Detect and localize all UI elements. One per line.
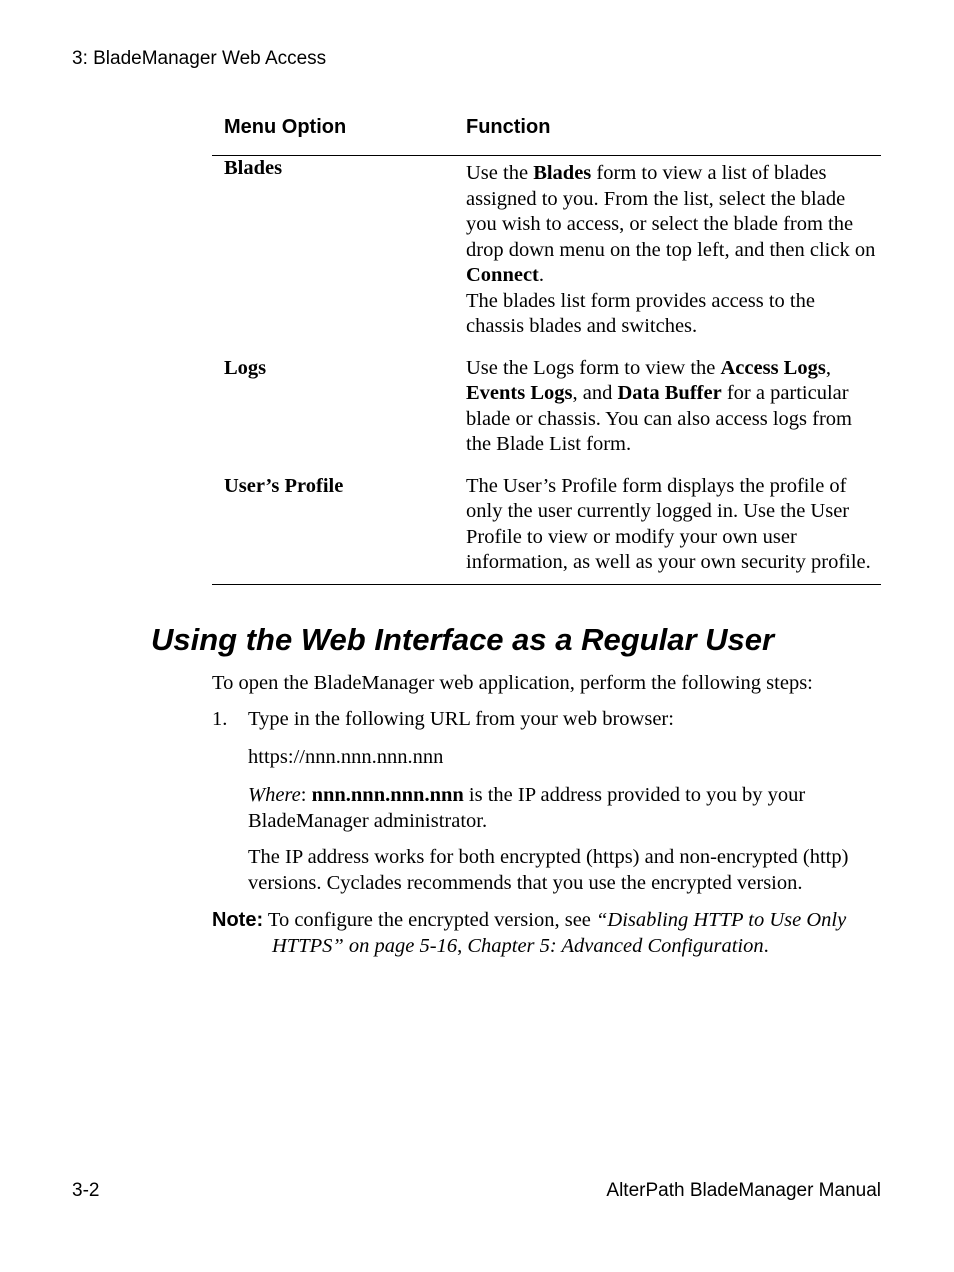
step-text: Type in the following URL from your web browser: xyxy=(248,708,674,730)
function-blades xyxy=(466,161,876,340)
bold-term: Data Buffer xyxy=(617,382,722,404)
note-paragraph xyxy=(212,908,892,959)
note-continuation xyxy=(212,934,892,960)
function-users-profile: The User’s Profile form displays the profile of only the user currently logged in. Use the User Profile to view or modify your own user information, as well as your own security profile. xyxy=(466,474,871,573)
text-run: , and xyxy=(572,382,618,404)
menu-option-logs: Logs xyxy=(224,356,267,379)
table-row xyxy=(212,458,881,585)
text-run: Use the Logs form to view the xyxy=(466,356,721,379)
page-number: 3-2 xyxy=(72,1180,100,1201)
cross-reference-link[interactable]: HTTPS” on page 5-16 xyxy=(272,934,458,957)
text-run: is the IP address provided to you by your BladeManager administrator. xyxy=(248,784,806,832)
url-example: https://nnn.nnn.nnn.nnn xyxy=(248,746,444,768)
ip-placeholder: nnn.nnn.nnn.nnn xyxy=(311,784,464,806)
cross-reference-link[interactable]: “Disabling HTTP to Use Only xyxy=(596,909,847,931)
section-heading: Using the Web Interface as a Regular User xyxy=(151,622,775,657)
ip-address-paragraph: The IP address works for both encrypted (https) and non-encrypted (http) versions. Cyclades recommends that you use the encrypted version. xyxy=(248,846,849,894)
bold-term: Blades xyxy=(533,162,592,184)
text-run: , xyxy=(825,356,831,379)
text-run: form to view a list of blades assigned to you. From the list, select the blade you wish to access, or select the blade from the drop down menu on the top left, and then click on xyxy=(466,162,876,261)
function-logs xyxy=(466,356,876,458)
bold-term: Access Logs xyxy=(720,356,826,379)
step-number: 1. xyxy=(212,708,228,730)
bold-term: Connect xyxy=(466,264,539,286)
where-label: Where xyxy=(248,784,301,806)
table-header-row xyxy=(212,114,881,156)
text-run: . xyxy=(538,264,545,286)
column-header-function: Function xyxy=(466,116,551,138)
running-header: 3: BladeManager Web Access xyxy=(72,48,327,69)
menu-option-blades: Blades xyxy=(224,157,283,179)
text-run: Use the xyxy=(466,162,534,184)
text-run: , xyxy=(457,934,468,957)
column-header-menu-option: Menu Option xyxy=(224,116,347,138)
text-run: . xyxy=(763,934,769,957)
text-run: : xyxy=(300,784,312,806)
chapter-reference-link[interactable]: Chapter 5: Advanced Configuration xyxy=(467,934,764,957)
table-row xyxy=(212,340,881,458)
table-row xyxy=(212,156,881,340)
menu-option-users-profile: User’s Profile xyxy=(224,474,344,497)
note-label: Note: xyxy=(212,909,264,931)
intro-paragraph: To open the BladeManager web application, perform the following steps: xyxy=(212,672,813,694)
manual-title: AlterPath BladeManager Manual xyxy=(606,1180,881,1201)
menu-option-table xyxy=(212,114,881,585)
text-run: for a particular blade or chassis. You can also access logs from the Blade List form. xyxy=(466,382,853,455)
text-run: To configure the encrypted version, see xyxy=(263,909,597,931)
text-run: The blades list form provides access to the chassis blades and switches. xyxy=(466,289,815,337)
bold-term: Events Logs xyxy=(466,382,573,404)
where-paragraph xyxy=(248,783,868,834)
